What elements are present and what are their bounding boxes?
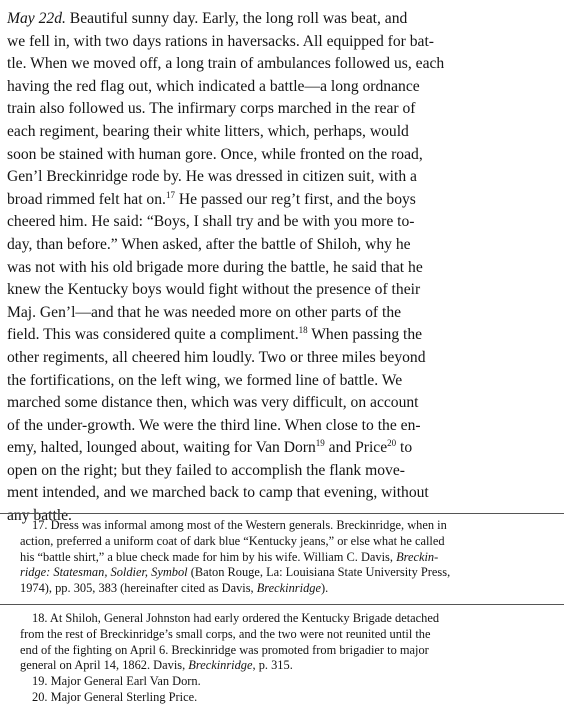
book-title: Breckinridge — [188, 658, 253, 673]
footnote-line — [20, 611, 552, 627]
footnote-rule-2 — [0, 604, 564, 605]
journal-line-text: ment intended, and we marched back to camp that evening, without — [7, 484, 429, 502]
journal-line — [7, 279, 553, 302]
journal-line-text: knew the Kentucky boys would fight without the presence of their — [7, 281, 421, 299]
footnote-line-text: ridge: Statesman, Soldier, Symbol (Baton Rouge, La: Louisiana State University Press, — [20, 565, 451, 580]
journal-line-text: marched some distance then, which was very difficult, on account — [7, 394, 419, 412]
footnote-line-text: 1974), pp. 305, 383 (hereinafter cited as Davis, Breckinridge). — [20, 581, 329, 596]
footnote-line — [20, 550, 552, 566]
journal-line-text: field. This was considered quite a compliment.$^{18}$ When passing the — [7, 325, 423, 344]
journal-line — [7, 76, 553, 99]
footnote-ref: 18 — [298, 325, 308, 336]
footnote-ref: 19 — [315, 438, 325, 449]
journal-line — [7, 347, 553, 370]
journal-line-text: soon be stained with human gore. Once, while fronted on the road, — [7, 145, 423, 163]
journal-line-text: any battle. — [7, 507, 72, 525]
journal-line — [7, 415, 553, 438]
journal-line-text: May 22d. Beautiful sunny day. Early, the long roll was beat, and — [7, 10, 408, 27]
journal-line — [7, 144, 553, 167]
footnote-rule-1 — [0, 513, 564, 514]
journal-line-text: open on the right; but they failed to accomplish the flank move- — [7, 461, 405, 479]
book-title: Breckin- — [396, 549, 439, 564]
journal-line-text: having the red flag out, which indicated a battle—a long ordnance — [7, 77, 420, 95]
journal-line-text: day, than before.” When asked, after the battle of Shiloh, why he — [7, 235, 411, 253]
footnote-line-text: general on April 14, 1862. Davis, Breckinridge, p. 315. — [20, 658, 293, 673]
journal-line-text: of the under-growth. We were the third line. When close to the en- — [7, 416, 421, 434]
journal-line — [7, 189, 553, 212]
footnote-line — [20, 643, 552, 659]
footnote-ref: 20 — [387, 438, 397, 449]
journal-line-text: tle. When we moved off, a long train of ambulances followed us, each — [7, 55, 445, 73]
journal-line — [7, 257, 553, 280]
footnote-ref: 17 — [165, 189, 175, 200]
journal-line — [7, 392, 553, 415]
journal-line — [7, 324, 553, 347]
journal-line — [7, 482, 553, 505]
book-title: Breckinridge — [256, 581, 321, 596]
journal-line-text: Gen’l Breckinridge rode by. He was dressed in citizen suit, with a — [7, 168, 417, 186]
journal-line — [7, 8, 553, 31]
journal-line — [7, 166, 553, 189]
journal-line-text: broad rimmed felt hat on.$^{17}$ He passed our reg’t first, and the boys — [7, 189, 416, 208]
journal-line-text: we fell in, with two days rations in haversacks. All equipped for bat- — [7, 32, 434, 50]
footnote-line — [20, 565, 552, 581]
footnote-line — [20, 658, 552, 674]
footnote-line-text: 19. Major General Earl Van Dorn. — [32, 674, 201, 689]
journal-line-text: emy, halted, lounged about, waiting for Van Dorn$^{19}$ and Price$^{20}$ to — [7, 438, 413, 457]
footnote-line — [20, 518, 552, 534]
footnote-line-text: 17. Dress was informal among most of the Western generals. Breckinridge, when in — [32, 518, 447, 532]
journal-line — [7, 234, 553, 257]
journal-line-text: Maj. Gen’l—and that he was needed more on other parts of the — [7, 303, 402, 321]
footnote-line-text: action, preferred a uniform coat of dark blue “Kentucky jeans,” or else what he called — [20, 533, 445, 548]
journal-line-text: train also followed us. The infirmary corps marched in the rear of — [7, 100, 416, 118]
journal-line-text: cheered him. He said: “Boys, I shall try and be with you more to- — [7, 213, 415, 231]
book-title: ridge: Statesman, Soldier, Symbol — [20, 565, 188, 580]
journal-line-text: the fortifications, on the left wing, we formed line of battle. We — [7, 371, 403, 389]
footnote-line-text: end of the fighting on April 6. Breckinridge was promoted from brigadier to major — [20, 642, 429, 657]
journal-entry — [7, 8, 553, 528]
footnote-line — [20, 534, 552, 550]
footnote-line-text: from the rest of Breckinridge’s small corps, and the two were not reunited until the — [20, 626, 431, 641]
journal-line — [7, 460, 553, 483]
footnote-line — [20, 690, 552, 706]
journal-line — [7, 211, 553, 234]
footnote-line-text: 20. Major General Sterling Price. — [32, 689, 198, 704]
journal-line-text: other regiments, all cheered him loudly. Two or three miles beyond — [7, 348, 426, 366]
footnote-line — [20, 581, 552, 597]
footnotes-18-20 — [20, 611, 552, 706]
entry-date: May 22d. — [7, 10, 66, 27]
journal-line — [7, 121, 553, 144]
journal-line — [7, 31, 553, 54]
journal-line — [7, 437, 553, 460]
footnote-line-text: 18. At Shiloh, General Johnston had early ordered the Kentucky Brigade detached — [32, 611, 440, 625]
journal-line-text: each regiment, bearing their white litters, which, perhaps, would — [7, 122, 409, 140]
footnote-17 — [20, 518, 552, 597]
footnote-line — [20, 674, 552, 690]
footnote-line — [20, 627, 552, 643]
journal-line-text: was not with his old brigade more during the battle, he said that he — [7, 258, 423, 276]
journal-line — [7, 370, 553, 393]
journal-line — [7, 302, 553, 325]
journal-line — [7, 53, 553, 76]
journal-line — [7, 98, 553, 121]
footnote-line-text: his “battle shirt,” a blue check made for him by his wife. William C. Davis, Breckin- — [20, 549, 439, 564]
